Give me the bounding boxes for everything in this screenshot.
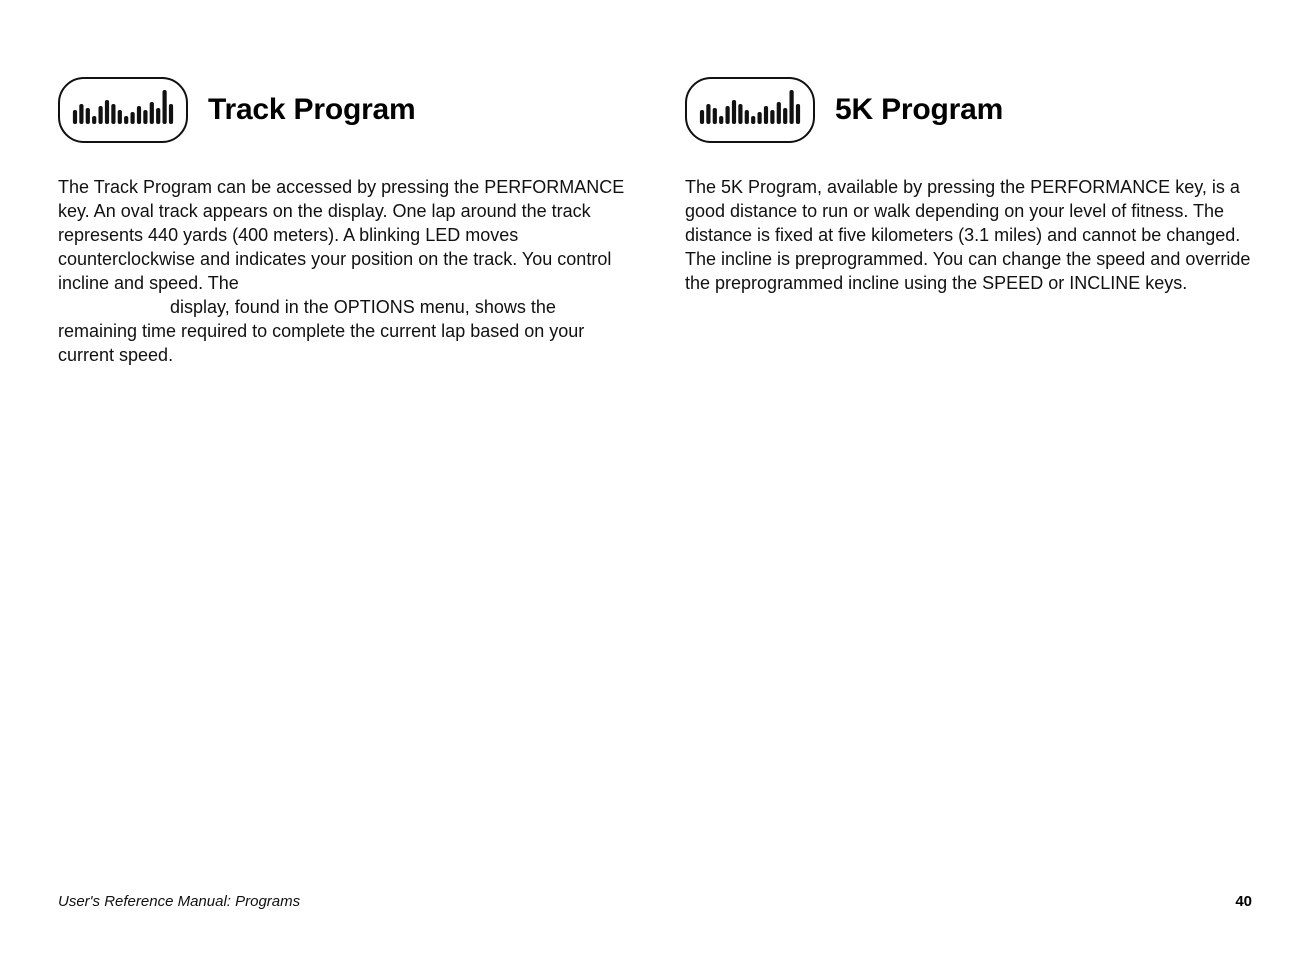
profile-bar [796,104,800,124]
profile-bar [713,108,717,124]
profile-bar [783,108,787,124]
profile-bar [105,100,109,124]
track-program-header [58,75,628,145]
footer-manual-title: User's Reference Manual: Programs [58,893,301,910]
profile-bar [758,112,762,124]
profile-bar [169,104,173,124]
profile-bar [150,102,154,124]
profile-bar [99,106,103,124]
performance-profile-icon [685,77,815,143]
track-program-description [58,175,628,367]
5k-program-title: 5K Program [835,93,1004,126]
profile-bar [156,108,160,124]
profile-bar [92,116,96,124]
profile-bar [700,110,704,124]
profile-bar [719,116,723,124]
profile-bar [143,110,147,124]
profile-bar [764,106,768,124]
profile-bar [777,102,781,124]
profile-bar [124,116,128,124]
track-program-text-part1: The Track Program can be accessed by pressing the PERFORMANCE key. An oval track appears on the display. One lap around the track represents 440 yards (400 meters). A blinking LED moves counterclockwise and indicates your position on the track. You control incline and speed. The [58,177,625,293]
track-program-title: Track Program [208,93,416,126]
performance-profile-icon [58,77,188,143]
profile-bar [131,112,135,124]
profile-bar [706,104,710,124]
profile-bar [118,110,122,124]
profile-bar [163,90,167,124]
5k-program-description: The 5K Program, available by pressing the PERFORMANCE key, is a good distance to run or walk depending on your level of fitness. The distance is fixed at five kilometers (3.1 miles) and cannot be changed. The incline is preprogrammed. You can change the speed and override the preprogrammed incline using the SPEED or INCLINE keys. [685,177,1251,293]
profile-bar [73,110,77,124]
footer-page-number: 40 [1235,893,1252,910]
profile-bar [726,106,730,124]
profile-bar [137,106,141,124]
5k-program-section [685,75,1255,295]
profile-bar [111,104,115,124]
profile-bar [738,104,742,124]
profile-bar [790,90,794,124]
profile-bar [86,108,90,124]
profile-bar [745,110,749,124]
profile-bar [79,104,83,124]
track-program-section [58,75,628,367]
5k-program-header [685,75,1255,145]
profile-bar [751,116,755,124]
profile-bar [732,100,736,124]
profile-bar [770,110,774,124]
track-program-text-part2: display, found in the OPTIONS menu, shows the remaining time required to complete the current lap based on your current speed. [58,297,585,365]
